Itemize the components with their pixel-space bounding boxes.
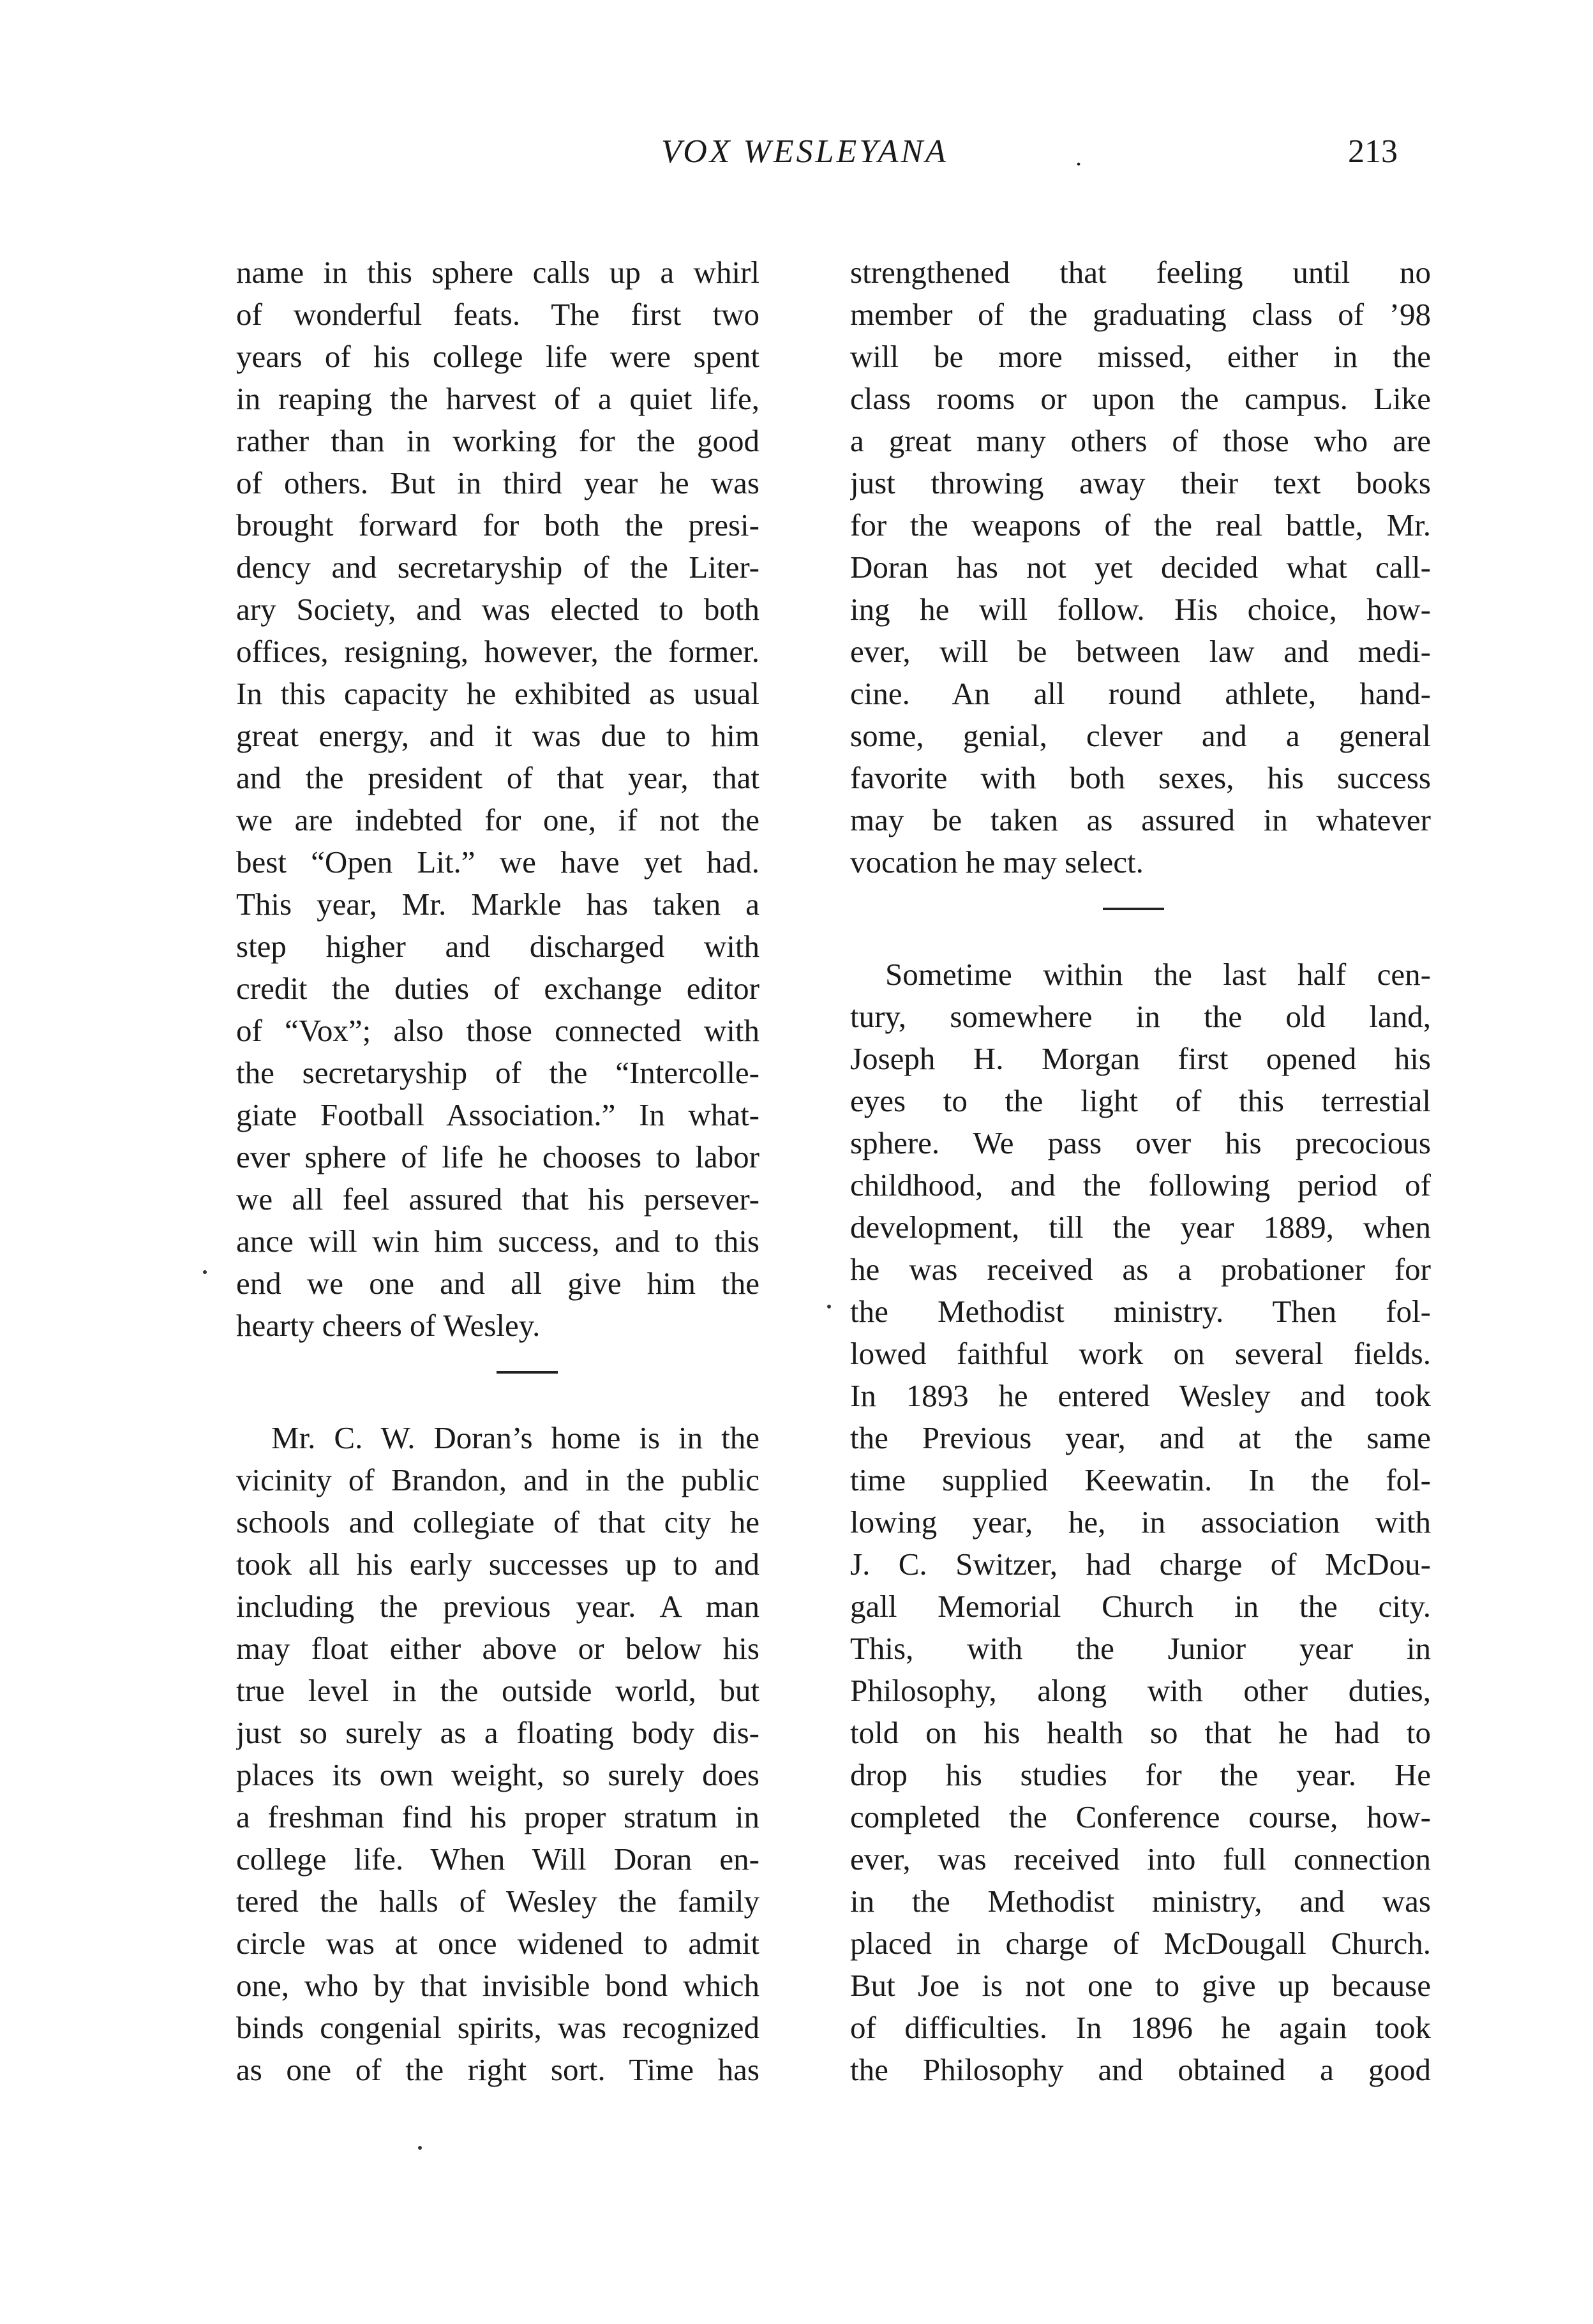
text-line: of “Vox”; also those connected with (236, 1013, 759, 1048)
text-line: and the president of that year, that (236, 760, 759, 795)
text-line: the Methodist ministry. Then fol- (850, 1294, 1431, 1329)
text-line: step higher and discharged with (236, 929, 759, 964)
text-line: schools and collegiate of that city he (236, 1504, 759, 1540)
text-line: credit the duties of exchange editor (236, 971, 759, 1006)
text-line: true level in the outside world, but (236, 1673, 759, 1708)
text-line: completed the Conference course, how- (850, 1799, 1431, 1834)
text-line: This year, Mr. Markle has taken a (236, 887, 759, 922)
text-line: ever sphere of life he chooses to labor (236, 1139, 759, 1174)
text-line: some, genial, clever and a general (850, 718, 1431, 753)
text-line: In this capacity he exhibited as usual (236, 676, 759, 711)
text-line: time supplied Keewatin. In the fol- (850, 1462, 1431, 1497)
text-line: may be taken as assured in whatever (850, 802, 1431, 837)
text-line: years of his college life were spent (236, 339, 759, 374)
text-line: just so surely as a floating body dis- (236, 1715, 759, 1750)
text-line: as one of the right sort. Time has (236, 2052, 759, 2087)
text-line: best “Open Lit.” we have yet had. (236, 844, 759, 880)
margin-speck (827, 1305, 831, 1308)
text-line: Doran has not yet decided what call- (850, 550, 1431, 585)
text-line: lowed faithful work on several fields. (850, 1336, 1431, 1371)
text-line: eyes to the light of this terrestial (850, 1083, 1431, 1118)
text-line: placed in charge of McDougall Church. (850, 1926, 1431, 1961)
text-line: childhood, and the following period of (850, 1167, 1431, 1203)
text-line: tury, somewhere in the old land, (850, 999, 1431, 1034)
text-line: drop his studies for the year. He (850, 1757, 1431, 1792)
text-line: In 1893 he entered Wesley and took (850, 1378, 1431, 1413)
text-line: But Joe is not one to give up because (850, 1968, 1431, 2003)
text-line: tered the halls of Wesley the family (236, 1884, 759, 1919)
text-line: ance will win him success, and to this (236, 1224, 759, 1259)
text-line: vicinity of Brandon, and in the public (236, 1462, 759, 1497)
text-line: end we one and all give him the (236, 1266, 759, 1301)
text-line: brought forward for both the presi- (236, 507, 759, 543)
text-line: name in this sphere calls up a whirl (236, 255, 759, 290)
text-line: in reaping the harvest of a quiet life, (236, 381, 759, 416)
divider-rule (1103, 908, 1164, 910)
divider-rule (497, 1371, 558, 1374)
header-separator: . (1075, 142, 1082, 171)
text-line: ing he will follow. His choice, how- (850, 592, 1431, 627)
page-number: 213 (1348, 133, 1398, 170)
text-line: J. C. Switzer, had charge of McDou- (850, 1547, 1431, 1582)
text-line: a great many others of those who are (850, 423, 1431, 458)
text-line: he was received as a probationer for (850, 1252, 1431, 1287)
text-line: ever, will be between law and medi- (850, 634, 1431, 669)
text-line: the secretaryship of the “Intercolle- (236, 1055, 759, 1090)
text-line: of others. But in third year he was (236, 465, 759, 500)
text-line: ary Society, and was elected to both (236, 592, 759, 627)
text-line: rather than in working for the good (236, 423, 759, 458)
running-title: VOX WESLEYANA (661, 133, 948, 170)
text-line: told on his health so that he had to (850, 1715, 1431, 1750)
text-line: just throwing away their text books (850, 465, 1431, 500)
text-line: we are indebted for one, if not the (236, 802, 759, 837)
text-line: great energy, and it was due to him (236, 718, 759, 753)
margin-speck (203, 1270, 207, 1274)
text-line: dency and secretaryship of the Liter- (236, 550, 759, 585)
text-line: lowing year, he, in association with (850, 1504, 1431, 1540)
section-divider (236, 1347, 759, 1417)
text-line: favorite with both sexes, his success (850, 760, 1431, 795)
text-line: of difficulties. In 1896 he again took (850, 2010, 1431, 2045)
text-line: we all feel assured that his persever- (236, 1181, 759, 1217)
text-line: ever, was received into full connection (850, 1841, 1431, 1877)
text-line: sphere. We pass over his precocious (850, 1125, 1431, 1160)
text-line: for the weapons of the real battle, Mr. (850, 507, 1431, 543)
text-line: of wonderful feats. The first two (236, 297, 759, 332)
text-line: the Previous year, and at the same (850, 1420, 1431, 1455)
text-line: Mr. C. W. Doran’s home is in the (271, 1420, 759, 1455)
margin-speck (418, 2146, 422, 2150)
text-line: vocation he may select. (850, 844, 1144, 880)
section-divider (850, 883, 1431, 954)
text-line: places its own weight, so surely does (236, 1757, 759, 1792)
text-line: cine. An all round athlete, hand- (850, 676, 1431, 711)
text-line: development, till the year 1889, when (850, 1210, 1431, 1245)
text-line: This, with the Junior year in (850, 1631, 1431, 1666)
text-line: including the previous year. A man (236, 1589, 759, 1624)
text-line: circle was at once widened to admit (236, 1926, 759, 1961)
text-line: will be more missed, either in the (850, 339, 1431, 374)
text-line: in the Methodist ministry, and was (850, 1884, 1431, 1919)
right-column (850, 251, 1431, 2091)
text-line: Joseph H. Morgan first opened his (850, 1041, 1431, 1076)
text-line: hearty cheers of Wesley. (236, 1308, 541, 1343)
text-line: the Philosophy and obtained a good (850, 2052, 1431, 2087)
text-line: giate Football Association.” In what- (236, 1097, 759, 1132)
text-line: college life. When Will Doran en- (236, 1841, 759, 1877)
text-line: a freshman find his proper stratum in (236, 1799, 759, 1834)
text-line: binds congenial spirits, was recognized (236, 2010, 759, 2045)
text-line: offices, resigning, however, the former. (236, 634, 759, 669)
text-line: may float either above or below his (236, 1631, 759, 1666)
text-line: Philosophy, along with other duties, (850, 1673, 1431, 1708)
text-line: strengthened that feeling until no (850, 255, 1431, 290)
left-column (236, 251, 759, 2091)
page-header (0, 0, 1593, 204)
text-line: took all his early successes up to and (236, 1547, 759, 1582)
text-line: member of the graduating class of ’98 (850, 297, 1431, 332)
text-line: one, who by that invisible bond which (236, 1968, 759, 2003)
text-line: Sometime within the last half cen- (885, 957, 1431, 992)
text-line: gall Memorial Church in the city. (850, 1589, 1431, 1624)
text-line: class rooms or upon the campus. Like (850, 381, 1431, 416)
